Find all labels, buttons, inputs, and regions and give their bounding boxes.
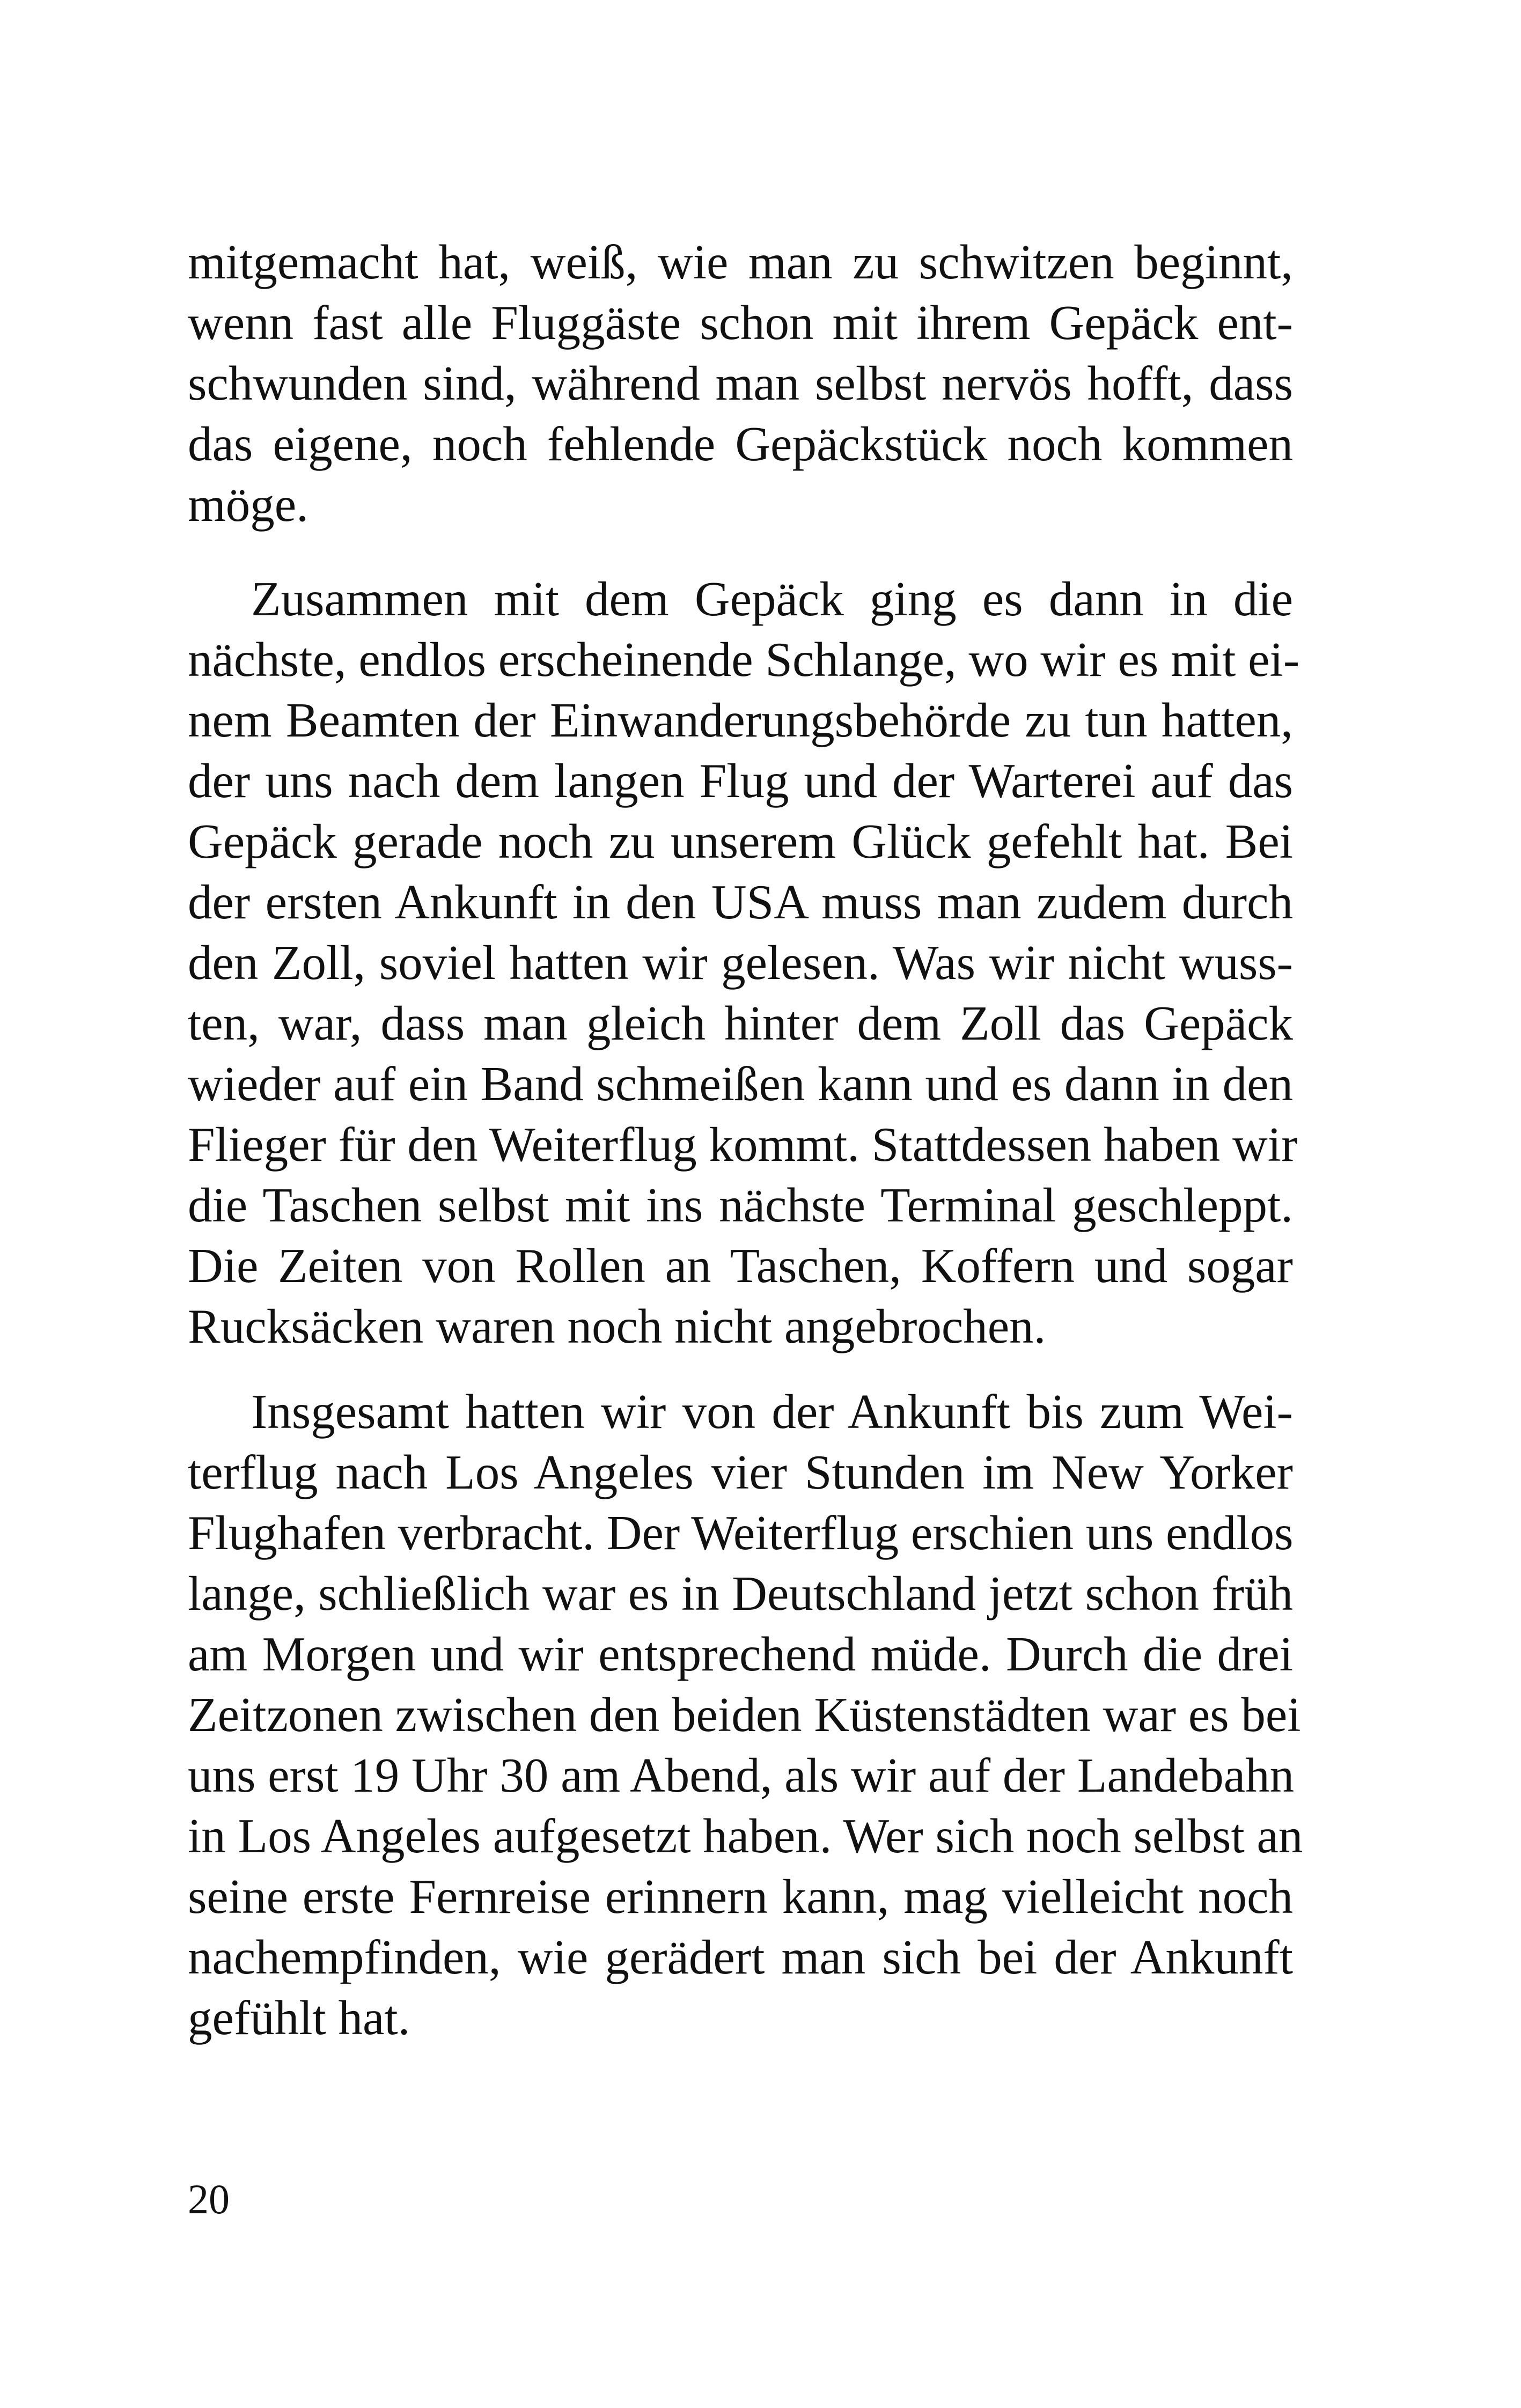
- text-line: schwunden sind, während man selbst nervös hofft, dass: [188, 356, 1293, 410]
- text-line: Gepäck gerade noch zu unserem Glück gefehlt hat. Bei: [188, 814, 1293, 868]
- text-line: Flieger für den Weiterflug kommt. Stattdessen haben wir: [188, 1117, 1298, 1172]
- text-line: seine erste Fernreise erinnern kann, mag vielleicht noch: [188, 1869, 1293, 1924]
- text-line: Die Zeiten von Rollen an Taschen, Koffern und sogar: [188, 1239, 1293, 1293]
- text-line: möge.: [188, 477, 308, 532]
- paragraph-2: [188, 569, 1300, 1357]
- text-line: mitgemacht hat, weiß, wie man zu schwitzen beginnt,: [188, 235, 1293, 289]
- text-line: Zeitzonen zwischen den beiden Küstenstädten war es bei: [188, 1688, 1301, 1742]
- text-line: terflug nach Los Angeles vier Stunden im New Yorker: [188, 1445, 1293, 1499]
- text-line: in Los Angeles aufgesetzt haben. Wer sich noch selbst an: [188, 1809, 1303, 1863]
- paragraph-1: [188, 232, 1293, 535]
- text-line: das eigene, noch fehlende Gepäckstück noch kommen: [188, 417, 1293, 471]
- text-line: Rucksäcken waren noch nicht angebrochen.: [188, 1299, 1046, 1353]
- text-line: gefühlt hat.: [188, 1991, 410, 2045]
- text-line: uns erst 19 Uhr 30 am Abend, als wir auf der Landebahn: [188, 1748, 1295, 1802]
- text-line: nem Beamten der Einwanderungsbehörde zu tun hatten,: [188, 693, 1293, 747]
- text-line: Flughafen verbracht. Der Weiterflug erschien uns endlos: [188, 1506, 1294, 1560]
- text-line: Zusammen mit dem Gepäck ging es dann in die: [251, 572, 1293, 626]
- paragraph-3: [188, 1381, 1303, 2048]
- text-line: Insgesamt hatten wir von der Ankunft bis zum Wei-: [251, 1385, 1293, 1439]
- text-line: die Taschen selbst mit ins nächste Terminal geschleppt.: [188, 1178, 1293, 1232]
- text-line: am Morgen und wir entsprechend müde. Durch die drei: [188, 1627, 1293, 1681]
- text-line: den Zoll, soviel hatten wir gelesen. Was wir nicht wuss-: [188, 936, 1293, 990]
- text-line: wieder auf ein Band schmeißen kann und es dann in den: [188, 1057, 1293, 1111]
- text-line: der ersten Ankunft in den USA muss man zudem durch: [188, 875, 1293, 929]
- text-line: nächste, endlos erscheinende Schlange, wo wir es mit ei-: [188, 632, 1300, 687]
- text-line: wenn fast alle Fluggäste schon mit ihrem Gepäck ent-: [188, 296, 1293, 350]
- page-number: 20: [188, 2176, 230, 2222]
- text-line: ten, war, dass man gleich hinter dem Zoll das Gepäck: [188, 996, 1293, 1050]
- text-line: lange, schließlich war es in Deutschland jetzt schon früh: [188, 1566, 1293, 1621]
- text-line: nachempfinden, wie gerädert man sich bei der Ankunft: [188, 1930, 1293, 1984]
- text-line: der uns nach dem langen Flug und der Warterei auf das: [188, 754, 1293, 808]
